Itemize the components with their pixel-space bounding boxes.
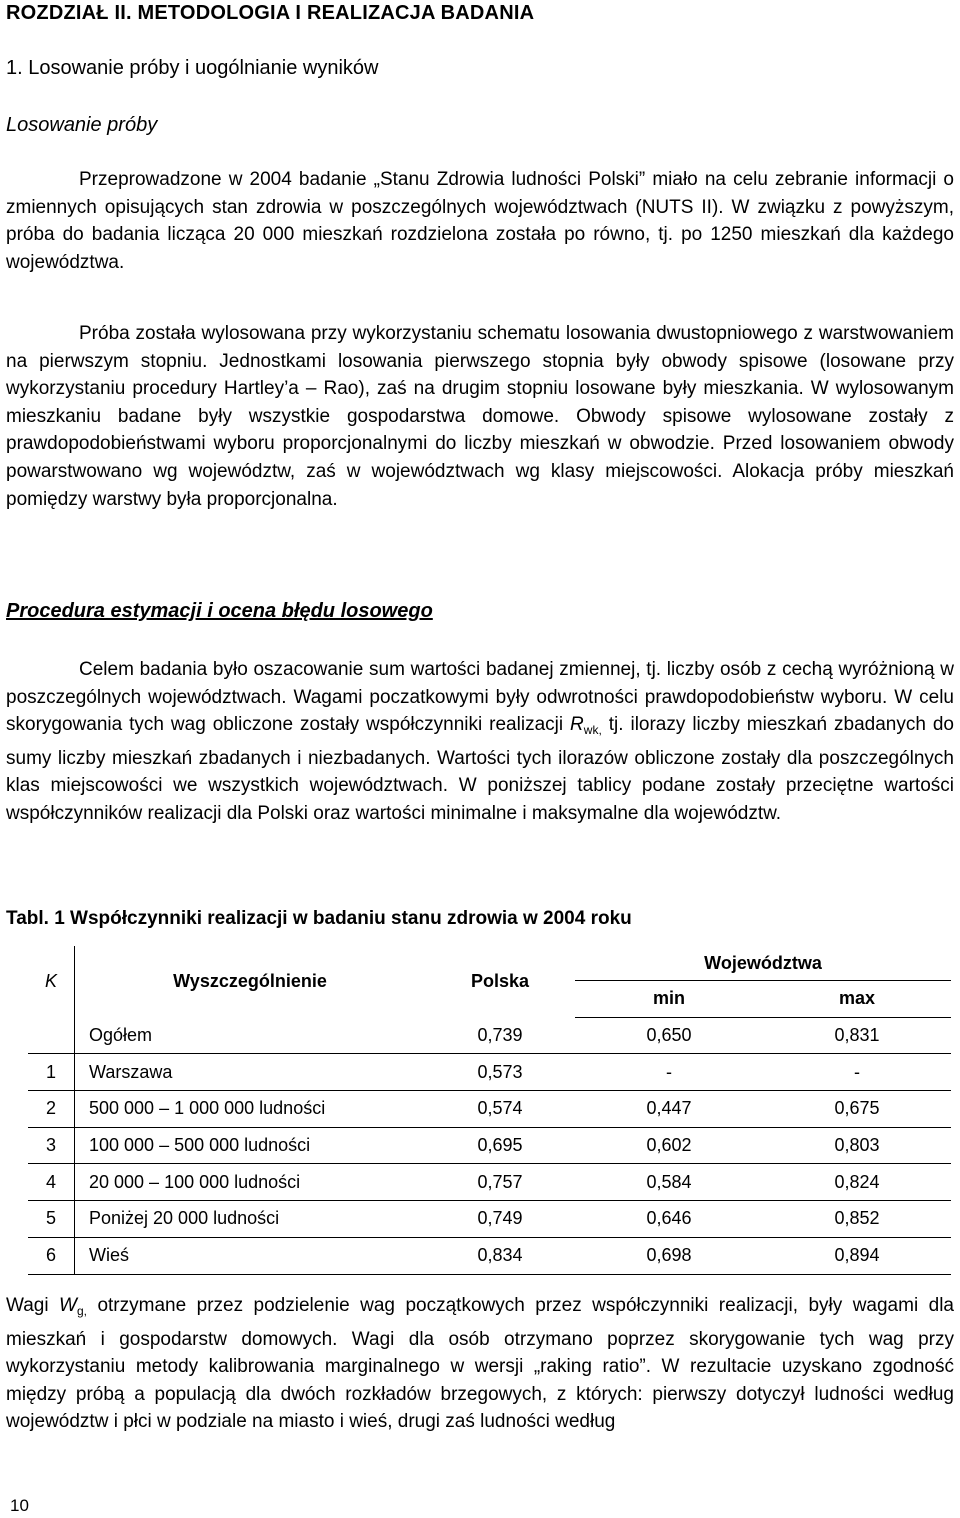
cell-k: 5	[28, 1201, 75, 1238]
header-min: min	[575, 981, 763, 1018]
page-number: 10	[10, 1496, 29, 1515]
cell-max: -	[763, 1054, 951, 1091]
cell-k: 3	[28, 1127, 75, 1164]
table-caption: Tabl. 1 Współczynniki realizacji w badaniu stanu zdrowia w 2004 roku	[6, 908, 632, 929]
symbol-w: W	[59, 1295, 77, 1316]
cell-description: Ogółem	[75, 1017, 426, 1054]
header-max: max	[763, 981, 951, 1018]
cell-polska: 0,695	[425, 1127, 575, 1164]
cell-min: 0,447	[575, 1091, 763, 1128]
cell-description: Warszawa	[75, 1054, 426, 1091]
cell-max: 0,803	[763, 1127, 951, 1164]
table-row	[28, 1127, 951, 1164]
table-row	[28, 1201, 951, 1238]
cell-polska: 0,574	[425, 1091, 575, 1128]
symbol-w-subscript: g,	[76, 1304, 87, 1318]
table-row	[28, 1017, 951, 1054]
paragraph-sampling-scheme: Próba została wylosowana przy wykorzystaniu schematu losowania dwustopniowego z warstwowaniem na pierwszym stopniu. Jednostkami losowania pierwszego stopnia były obwody spisowe (losowane przy wykorzystaniu procedury Hartley’a – Rao), zaś na drugim stopniu losowane były mieszkania. W wylosowanym mieszkaniu badane były wszystkie gospodarstwa domowe. Obwody spisowe wylosowane zostały z prawdopodobieństwami wyboru proporcjonalnymi do liczby mieszkań w obwodzie. Przed losowaniem obwody powarstwowano wg województw, zaś w województwach wg klasy miejscowości. Alokacja próby mieszkań pomiędzy warstwy była proporcjonalna.	[6, 323, 954, 510]
cell-max: 0,831	[763, 1017, 951, 1054]
cell-k: 2	[28, 1091, 75, 1128]
paragraph-estimation	[6, 656, 954, 828]
symbol-r-subscript: wk,	[583, 723, 602, 738]
paragraph-weights-part-a: Wagi	[6, 1295, 60, 1316]
header-polska: Polska	[470, 971, 530, 992]
header-wojewodztwa: Województwa	[575, 946, 951, 981]
cell-max: 0,894	[763, 1237, 951, 1274]
cell-polska: 0,573	[425, 1054, 575, 1091]
table-row	[28, 1054, 951, 1091]
cell-min: 0,650	[575, 1017, 763, 1054]
cell-k: 4	[28, 1164, 75, 1201]
section-title: 1. Losowanie próby i uogólnianie wyników	[6, 57, 379, 79]
header-description: Wyszczególnienie	[173, 971, 327, 992]
cell-polska: 0,749	[425, 1201, 575, 1238]
paragraph-estimation-part-b: tj. ilorazy liczby mieszkań zbadanych do sumy liczby mieszkań zbadanych i niezbadanych. Wartości tych ilorazów obliczone zostały dla poszczególnych klas miejscowości we wszystkich województwach. W poniższej tablicy podane zostały przeciętne wartości współczynników realizacji dla Polski oraz wartości minimalne i maksymalne dla województw.	[6, 714, 954, 824]
chapter-title: ROZDZIAŁ II. METODOLOGIA I REALIZACJA BADANIA	[6, 2, 535, 24]
cell-min: 0,602	[575, 1127, 763, 1164]
cell-max: 0,675	[763, 1091, 951, 1128]
cell-polska: 0,757	[425, 1164, 575, 1201]
cell-description: Wieś	[75, 1237, 426, 1274]
paragraph-sampling-intro: Przeprowadzone w 2004 badanie „Stanu Zdrowia ludności Polski” miało na celu zebranie informacji o zmiennych opisujących stan zdrowia w poszczególnych województwach (NUTS II). W związku z powyższym, próba do badania licząca 20 000 mieszkań rozdzielona została po równo, tj. po 1250 mieszkań dla każdego województwa.	[6, 169, 954, 273]
cell-k: 1	[28, 1054, 75, 1091]
cell-k: 6	[28, 1237, 75, 1274]
cell-description: 100 000 – 500 000 ludności	[75, 1127, 426, 1164]
subsection-title-sampling: Losowanie próby	[6, 114, 158, 136]
cell-description: 20 000 – 100 000 ludności	[75, 1164, 426, 1201]
cell-min: 0,584	[575, 1164, 763, 1201]
table-row	[28, 1091, 951, 1128]
header-k: K	[28, 946, 75, 1017]
paragraph-weights	[6, 1292, 954, 1436]
paragraph-estimation-part-a: Celem badania było oszacowanie sum wartości badanej zmiennej, tj. liczby osób z cechą wyróżnioną w poszczególnych województwach. Wagami poczatkowymi były odwrotności prawdopodobieństw wyboru. W celu skorygowania tych wag obliczone zostały współczynniki realizacji	[6, 659, 954, 736]
subsection-title-estimation: Procedura estymacji i ocena błędu losowego	[6, 600, 433, 622]
cell-max: 0,852	[763, 1201, 951, 1238]
cell-min: 0,698	[575, 1237, 763, 1274]
response-rate-table	[28, 946, 951, 1275]
cell-max: 0,824	[763, 1164, 951, 1201]
cell-description: Poniżej 20 000 ludności	[75, 1201, 426, 1238]
symbol-r: R	[570, 714, 584, 736]
cell-k	[28, 1017, 75, 1054]
cell-description: 500 000 – 1 000 000 ludności	[75, 1091, 426, 1128]
table-row	[28, 1237, 951, 1274]
paragraph-weights-part-b: otrzymane przez podzielenie wag początkowych przez współczynniki realizacji, były wagami dla mieszkań i gospodarstw domowych. Wagi dla osób otrzymano poprzez skorygowanie tych wag przy wykorzystaniu metody kalibrowania marginalnego w wersji „raking ratio”. W rezultacie uzyskano zgodność między próbą a populacją dla dwóch rozkładów brzegowych, z których: pierwszy dotyczył ludności według województw i płci w podziale na miasto i wieś, drugi zaś ludności według	[6, 1295, 954, 1433]
cell-polska: 0,739	[425, 1017, 575, 1054]
cell-min: -	[575, 1054, 763, 1091]
cell-polska: 0,834	[425, 1237, 575, 1274]
cell-min: 0,646	[575, 1201, 763, 1238]
table-row	[28, 1164, 951, 1201]
